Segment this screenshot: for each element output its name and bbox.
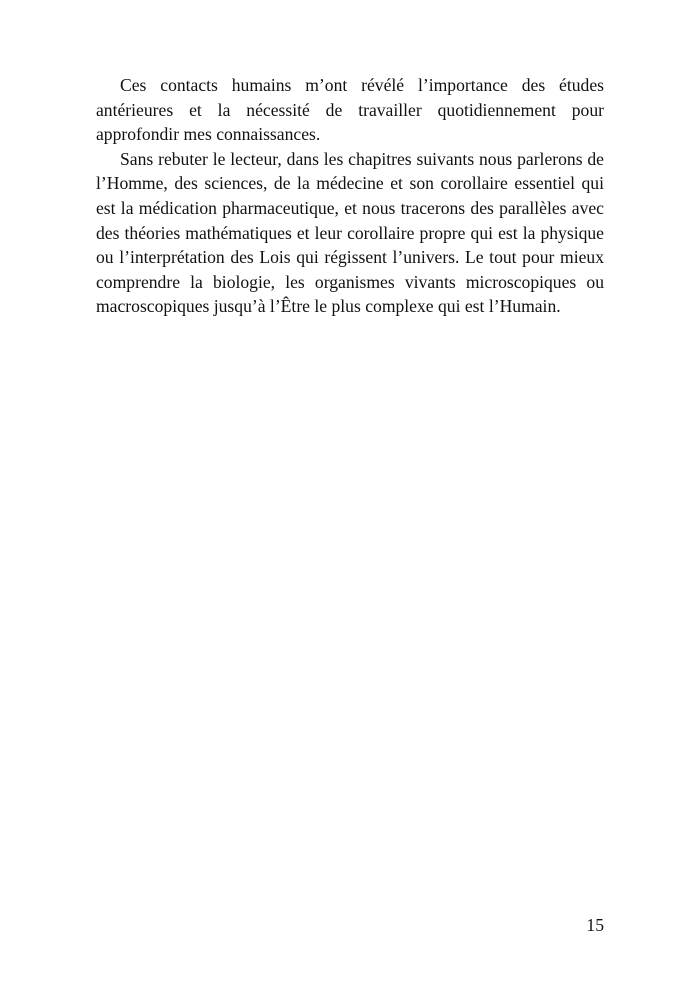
body-text — [96, 73, 604, 319]
page-number: 15 — [586, 915, 604, 935]
paragraph-chapters-overview: Sans rebuter le lecteur, dans les chapitres suivants nous parlerons de l’Homme, des sciences, de la médecine et son corollaire essentiel qui est la médication pharmaceutique, et nous tracerons des parallèles avec des théories mathématiques et leur corollaire propre qui est la physique ou l’interprétation des Lois qui régissent l’univers. Le tout pour mieux comprendre la biologie, les organismes vivants microscopiques ou macroscopiques jusqu’à l’Être le plus complexe qui est l’Humain. — [96, 148, 604, 317]
paragraph-human-contacts: Ces contacts humains m’ont révélé l’importance des études antérieures et la nécessité de travailler quotidiennement pour approfondir mes connaissances. — [96, 75, 604, 145]
